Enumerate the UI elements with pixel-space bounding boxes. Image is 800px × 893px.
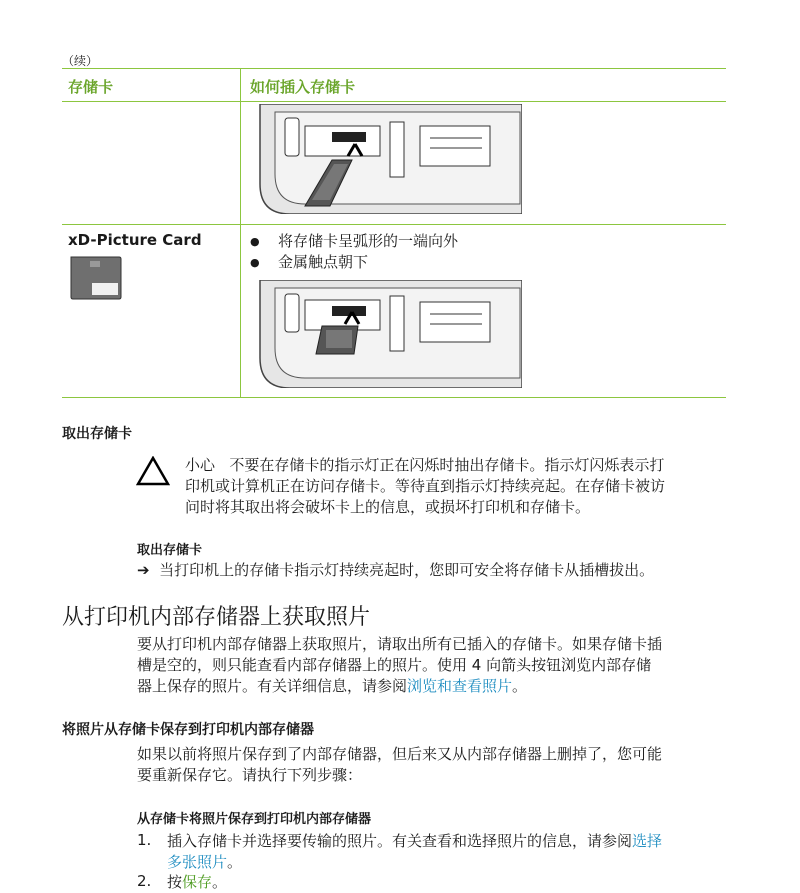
- step-end: 。: [227, 853, 243, 871]
- paragraph-line: 如果以前将照片保存到了内部存储器，但后来又从内部存储器上删掉了，您可能: [137, 745, 663, 763]
- step-text: 按: [167, 873, 183, 891]
- caution-icon: [136, 456, 170, 486]
- insert-instructions: [250, 231, 458, 273]
- select-photos-link[interactable]: 多张照片: [167, 853, 228, 871]
- caution-text: [185, 455, 665, 518]
- save-steps-heading: 从存储卡将照片保存到打印机内部存储器: [137, 812, 372, 827]
- xd-insert-illustration: [250, 280, 522, 388]
- caution-line: 不要在存储卡的指示灯正在闪烁时抽出存储卡。指示灯闪烁表示打: [229, 456, 665, 474]
- save-button-label: 保存: [182, 873, 213, 891]
- xd-card-icon: [68, 255, 122, 301]
- step-1-text: [167, 831, 732, 873]
- remove-card-step: [137, 560, 654, 581]
- xd-card-name: xD-Picture Card: [68, 231, 202, 249]
- step-2-text: [167, 872, 227, 893]
- table-bottom-rule: [62, 397, 726, 398]
- step-text: 插入存储卡并选择要传输的照片。有关查看和选择照片的信息，请参阅: [167, 832, 633, 850]
- step-end: 。: [212, 873, 228, 891]
- bullet-item: ● 金属触点朝下: [250, 252, 458, 273]
- step-1-number: 1.: [137, 831, 152, 849]
- internal-memory-paragraph: [137, 634, 662, 697]
- paragraph-line: 槽是空的，则只能查看内部存储器上的照片。使用 4 向箭头按钮浏览内部存储: [137, 656, 652, 674]
- table-top-rule: [62, 68, 726, 69]
- remove-step-text: 当打印机上的存储卡指示灯持续亮起时，您即可安全将存储卡从插槽拔出。: [159, 561, 655, 579]
- bullet-item: ● 将存储卡呈弧形的一端向外: [250, 231, 458, 252]
- save-section-paragraph: [137, 744, 662, 786]
- paragraph-line: 器上保存的照片。有关详细信息，请参阅: [137, 677, 408, 695]
- row-rule: [62, 224, 726, 225]
- header-card: 存储卡: [68, 78, 114, 96]
- caution-line: 问时将其取出将会破坏卡上的信息，或损坏打印机和存储卡。: [185, 498, 591, 516]
- printer-slot-illustration: [250, 104, 522, 214]
- header-rule: [62, 101, 726, 102]
- remove-card-subheading: 取出存储卡: [137, 543, 203, 558]
- paragraph-line: 要从打印机内部存储器上获取照片，请取出所有已插入的存储卡。如果存储卡插: [137, 635, 663, 653]
- remove-card-heading: 取出存储卡: [62, 426, 132, 442]
- paragraph-end: 。: [512, 677, 528, 695]
- caution-label: 小心: [185, 456, 216, 474]
- select-photos-link[interactable]: 选择: [632, 832, 663, 850]
- internal-memory-title: 从打印机内部存储器上获取照片: [62, 605, 371, 630]
- table-column-divider: [240, 68, 241, 398]
- browse-photos-link[interactable]: 浏览和查看照片: [407, 677, 513, 695]
- step-2-number: 2.: [137, 872, 152, 890]
- header-insert: 如何插入存储卡: [250, 78, 356, 96]
- caution-line: 印机或计算机正在访问存储卡。等待直到指示灯持续亮起。在存储卡被访: [185, 477, 666, 495]
- continued-label: （续）: [62, 54, 99, 68]
- arrow-right-icon: ➔: [137, 561, 150, 579]
- save-section-heading: 将照片从存储卡保存到打印机内部存储器: [62, 722, 314, 738]
- paragraph-line: 要重新保存它。请执行下列步骤：: [137, 766, 363, 784]
